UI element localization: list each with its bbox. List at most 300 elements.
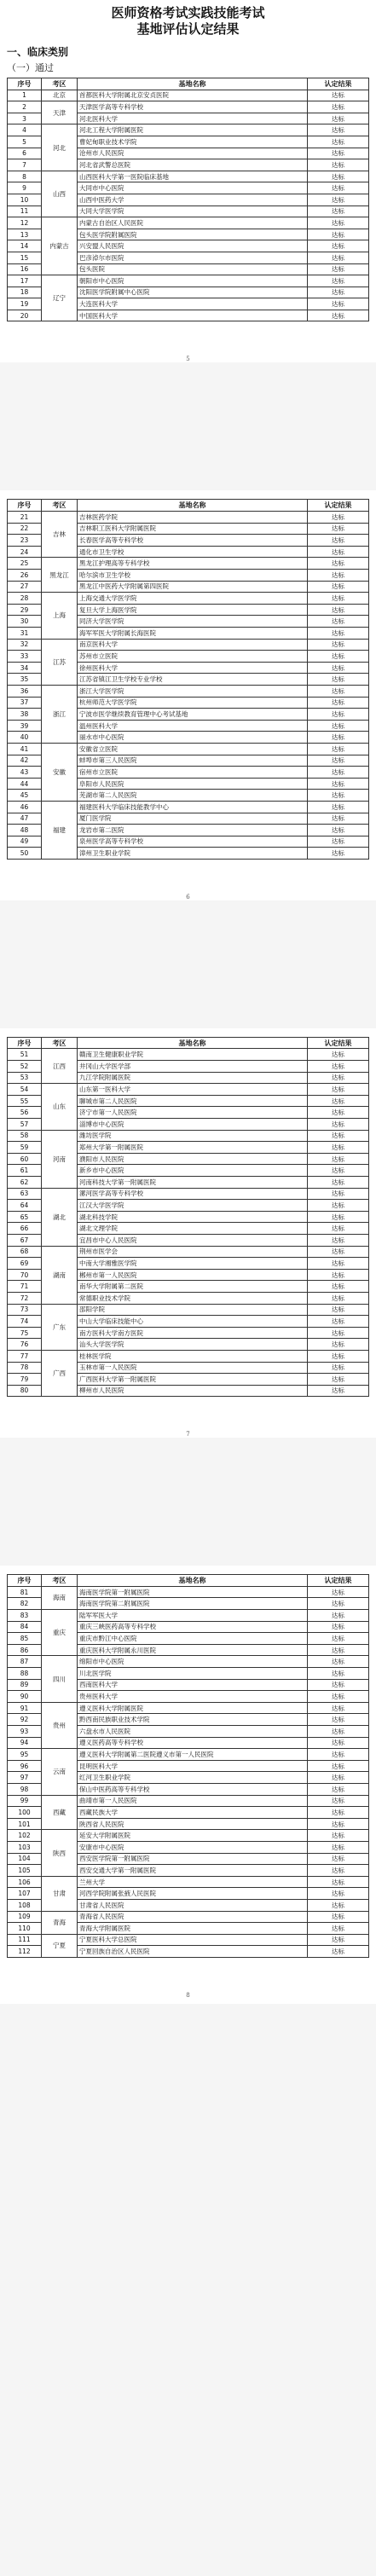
table-row: [8, 275, 369, 287]
header-seq: 序号: [8, 78, 42, 90]
result-cell: 达标: [308, 113, 369, 124]
base-name: 常德职业技术学院: [78, 1292, 308, 1304]
row-number: 63: [8, 1188, 42, 1200]
row-number: 90: [8, 1691, 42, 1703]
row-number: 104: [8, 1853, 42, 1865]
row-number: 35: [8, 674, 42, 686]
row-number: 99: [8, 1795, 42, 1807]
base-name: 黑龙江护理高等专科学校: [78, 558, 308, 570]
base-name: 九江学院附属医院: [78, 1072, 308, 1084]
province-cell: 甘肃: [42, 1876, 78, 1911]
result-cell: 达标: [308, 825, 369, 836]
base-name: 宿州市立医院: [78, 767, 308, 779]
table-row: [8, 1130, 369, 1142]
row-number: 42: [8, 755, 42, 767]
base-name: 长春医学高等专科学校: [78, 535, 308, 547]
province-cell: 安徽: [42, 743, 78, 801]
result-cell: 达标: [308, 674, 369, 686]
row-number: 74: [8, 1316, 42, 1328]
row-number: 76: [8, 1339, 42, 1351]
result-cell: 达标: [308, 732, 369, 744]
base-name: 大同市中心医院: [78, 182, 308, 194]
result-cell: 达标: [308, 1246, 369, 1258]
row-number: 50: [8, 848, 42, 860]
result-cell: 达标: [308, 159, 369, 171]
header-prov: 考区: [42, 1575, 78, 1587]
row-number: 26: [8, 570, 42, 582]
row-number: 49: [8, 836, 42, 848]
result-cell: 达标: [308, 767, 369, 779]
row-number: 75: [8, 1327, 42, 1339]
base-name: 赣南卫生健康职业学院: [78, 1049, 308, 1061]
base-name: 山东第一医科大学: [78, 1084, 308, 1096]
result-cell: 达标: [308, 662, 369, 674]
province-cell: 黑龙江: [42, 558, 78, 593]
row-number: 39: [8, 720, 42, 732]
row-number: 101: [8, 1818, 42, 1830]
row-number: 20: [8, 310, 42, 321]
result-cell: 达标: [308, 252, 369, 263]
title-line-1: 医师资格考试实践技能考试: [111, 5, 265, 20]
row-number: 21: [8, 512, 42, 524]
table-row: [8, 1702, 369, 1714]
province-cell: 陕西: [42, 1830, 78, 1876]
table-row: [8, 1246, 369, 1258]
row-number: 33: [8, 651, 42, 663]
page-gap: [0, 362, 376, 490]
row-number: 2: [8, 101, 42, 113]
base-name: 曲靖市第一人民医院: [78, 1795, 308, 1807]
header-prov: 考区: [42, 1037, 78, 1049]
base-name: 宁波市医学继续教育管理中心考试基地: [78, 709, 308, 721]
base-name: 首都医科大学附属北京安贞医院: [78, 90, 308, 101]
row-number: 27: [8, 581, 42, 593]
base-name: 重庆三峡医药高等专科学校: [78, 1621, 308, 1633]
result-cell: 达标: [308, 1726, 369, 1738]
result-cell: 达标: [308, 1911, 369, 1923]
result-cell: 达标: [308, 1714, 369, 1726]
base-name: 曹妃甸职业技术学院: [78, 136, 308, 148]
result-cell: 达标: [308, 101, 369, 113]
result-cell: 达标: [308, 570, 369, 582]
header-res: 认定结果: [308, 500, 369, 512]
base-name: 重庆市黔江中心医院: [78, 1633, 308, 1645]
base-name: 河北省武警总医院: [78, 159, 308, 171]
base-name: 遵义医药高等专科学校: [78, 1737, 308, 1749]
row-number: 56: [8, 1107, 42, 1119]
result-cell: 达标: [308, 1865, 369, 1877]
row-number: 19: [8, 298, 42, 310]
base-name: 西南医科大学: [78, 1679, 308, 1691]
result-cell: 达标: [308, 136, 369, 148]
province-cell: 内蒙古: [42, 217, 78, 275]
result-cell: 达标: [308, 1211, 369, 1223]
result-cell: 达标: [308, 1177, 369, 1189]
province-cell: 四川: [42, 1656, 78, 1702]
row-number: 8: [8, 171, 42, 182]
result-cell: 达标: [308, 1281, 369, 1293]
row-number: 16: [8, 263, 42, 275]
result-cell: 达标: [308, 1621, 369, 1633]
row-number: 106: [8, 1876, 42, 1888]
result-cell: 达标: [308, 124, 369, 136]
row-number: 88: [8, 1668, 42, 1680]
result-cell: 达标: [308, 628, 369, 640]
result-cell: 达标: [308, 148, 369, 159]
base-name: 内蒙古自治区人民医院: [78, 217, 308, 229]
base-name: 河南科技大学第一附属医院: [78, 1177, 308, 1189]
result-cell: 达标: [308, 1339, 369, 1351]
base-name: 柳州市人民医院: [78, 1385, 308, 1397]
base-name: 上海交通大学医学院: [78, 593, 308, 605]
row-number: 41: [8, 743, 42, 755]
result-cell: 达标: [308, 813, 369, 825]
row-number: 108: [8, 1899, 42, 1911]
result-cell: 达标: [308, 1188, 369, 1200]
row-number: 92: [8, 1714, 42, 1726]
table-row: [8, 1876, 369, 1888]
row-number: 94: [8, 1737, 42, 1749]
document-title: [0, 0, 376, 38]
result-cell: 达标: [308, 1853, 369, 1865]
result-cell: 达标: [308, 275, 369, 287]
row-number: 100: [8, 1807, 42, 1819]
result-cell: 达标: [308, 1888, 369, 1900]
result-cell: 达标: [308, 848, 369, 860]
result-cell: 达标: [308, 1304, 369, 1316]
base-name: 西安医学院第一附属医院: [78, 1853, 308, 1865]
result-cell: 达标: [308, 1130, 369, 1142]
row-number: 52: [8, 1061, 42, 1073]
row-number: 22: [8, 523, 42, 535]
base-name: 同济大学医学院: [78, 616, 308, 628]
row-number: 81: [8, 1586, 42, 1598]
province-cell: 江苏: [42, 639, 78, 685]
subsection-heading: （一）通过: [7, 62, 54, 73]
base-name: 青海省人民医院: [78, 1911, 308, 1923]
row-number: 23: [8, 535, 42, 547]
base-name: 巴彦淖尔市医院: [78, 252, 308, 263]
province-cell: 浙江: [42, 685, 78, 743]
result-cell: 达标: [308, 1142, 369, 1154]
province-cell: 广东: [42, 1304, 78, 1350]
base-name: 兴安盟人民医院: [78, 240, 308, 252]
row-number: 61: [8, 1165, 42, 1177]
province-cell: 重庆: [42, 1610, 78, 1656]
title-line-2: 基地评估认定结果: [136, 21, 240, 37]
result-cell: 达标: [308, 1610, 369, 1622]
result-cell: 达标: [308, 1598, 369, 1610]
base-name: 蚌埠市第三人民医院: [78, 755, 308, 767]
base-name: 包头医院: [78, 263, 308, 275]
base-name: 丽水市中心医院: [78, 732, 308, 744]
base-name: 芜湖市第二人民医院: [78, 790, 308, 802]
row-number: 18: [8, 287, 42, 298]
row-number: 112: [8, 1946, 42, 1958]
base-name: 西安交通大学第一附属医院: [78, 1865, 308, 1877]
result-cell: 达标: [308, 1234, 369, 1246]
page-number: 8: [186, 1991, 190, 1999]
base-name: 川北医学院: [78, 1668, 308, 1680]
result-cell: 达标: [308, 523, 369, 535]
base-name: 新乡市中心医院: [78, 1165, 308, 1177]
province-cell: 北京: [42, 90, 78, 101]
result-cell: 达标: [308, 558, 369, 570]
results-table: [7, 1037, 369, 1397]
base-name: 江苏省镇江卫生学校专业学校: [78, 674, 308, 686]
base-name: 厦门医学院: [78, 813, 308, 825]
base-name: 黔西南民族职业技术学院: [78, 1714, 308, 1726]
result-cell: 达标: [308, 1327, 369, 1339]
base-name: 昆明医科大学: [78, 1760, 308, 1772]
table-row: [8, 1934, 369, 1946]
result-cell: 达标: [308, 1292, 369, 1304]
row-number: 30: [8, 616, 42, 628]
result-cell: 达标: [308, 1772, 369, 1784]
row-number: 40: [8, 732, 42, 744]
result-cell: 达标: [308, 171, 369, 182]
base-name: 通化市卫生学校: [78, 546, 308, 558]
base-name: 苏州市立医院: [78, 651, 308, 663]
base-name: 汕头大学医学院: [78, 1339, 308, 1351]
page-number: 5: [186, 356, 190, 363]
result-cell: 达标: [308, 1119, 369, 1131]
header-prov: 考区: [42, 500, 78, 512]
result-cell: 达标: [308, 1807, 369, 1819]
result-cell: 达标: [308, 755, 369, 767]
table-row: [8, 593, 369, 605]
row-number: 98: [8, 1783, 42, 1795]
row-number: 91: [8, 1702, 42, 1714]
row-number: 107: [8, 1888, 42, 1900]
result-cell: 达标: [308, 1841, 369, 1853]
table-header-row: [8, 500, 369, 512]
result-cell: 达标: [308, 743, 369, 755]
base-name: 徐州医科大学: [78, 662, 308, 674]
result-cell: 达标: [308, 604, 369, 616]
base-name: 重庆医科大学附属永川医院: [78, 1644, 308, 1656]
row-number: 36: [8, 685, 42, 697]
result-cell: 达标: [308, 1350, 369, 1362]
row-number: 4: [8, 124, 42, 136]
result-cell: 达标: [308, 1737, 369, 1749]
page-gap: [0, 900, 376, 1028]
province-cell: 广西: [42, 1350, 78, 1396]
province-cell: 青海: [42, 1911, 78, 1934]
province-cell: 吉林: [42, 512, 78, 558]
row-number: 73: [8, 1304, 42, 1316]
base-name: 江汉大学医学院: [78, 1200, 308, 1212]
base-name: 延安大学附属医院: [78, 1830, 308, 1842]
base-name: 泉州医学高等专科学校: [78, 836, 308, 848]
base-name: 郴州市第一人民医院: [78, 1269, 308, 1281]
province-cell: 西藏: [42, 1795, 78, 1830]
province-cell: 海南: [42, 1586, 78, 1609]
table-row: [8, 685, 369, 697]
base-name: 河北工程大学附属医院: [78, 124, 308, 136]
base-name: 大同大学医学院: [78, 206, 308, 217]
base-name: 温州医科大学: [78, 720, 308, 732]
result-cell: 达标: [308, 546, 369, 558]
header-seq: 序号: [8, 1575, 42, 1587]
row-number: 86: [8, 1644, 42, 1656]
province-cell: 湖南: [42, 1246, 78, 1304]
row-number: 82: [8, 1598, 42, 1610]
result-cell: 达标: [308, 1223, 369, 1235]
table-header-row: [8, 1575, 369, 1587]
result-cell: 达标: [308, 801, 369, 813]
result-cell: 达标: [308, 1258, 369, 1270]
row-number: 24: [8, 546, 42, 558]
base-name: 陕西省人民医院: [78, 1818, 308, 1830]
base-name: 兰州大学: [78, 1876, 308, 1888]
base-name: 井冈山大学医学部: [78, 1061, 308, 1073]
result-cell: 达标: [308, 206, 369, 217]
row-number: 78: [8, 1362, 42, 1374]
result-cell: 达标: [308, 1934, 369, 1946]
base-name: 桂林医学院: [78, 1350, 308, 1362]
result-cell: 达标: [308, 1633, 369, 1645]
base-name: 保山中医药高等专科学校: [78, 1783, 308, 1795]
table-row: [8, 1610, 369, 1622]
row-number: 31: [8, 628, 42, 640]
base-name: 贵州医科大学: [78, 1691, 308, 1703]
base-name: 郑州大学第一附属医院: [78, 1142, 308, 1154]
result-cell: 达标: [308, 720, 369, 732]
table-header-row: [8, 1037, 369, 1049]
result-cell: 达标: [308, 1749, 369, 1761]
row-number: 110: [8, 1923, 42, 1935]
base-name: 安徽省立医院: [78, 743, 308, 755]
result-cell: 达标: [308, 1691, 369, 1703]
base-name: 阜阳市人民医院: [78, 778, 308, 790]
base-name: 山西中医药大学: [78, 194, 308, 206]
row-number: 103: [8, 1841, 42, 1853]
row-number: 25: [8, 558, 42, 570]
row-number: 34: [8, 662, 42, 674]
row-number: 13: [8, 229, 42, 240]
result-cell: 达标: [308, 1760, 369, 1772]
page-number: 6: [186, 893, 190, 900]
base-name: 济宁市第一人民医院: [78, 1107, 308, 1119]
base-name: 漳州卫生职业学院: [78, 848, 308, 860]
row-number: 87: [8, 1656, 42, 1668]
page-gap: [0, 1438, 376, 1566]
row-number: 15: [8, 252, 42, 263]
result-cell: 达标: [308, 1316, 369, 1328]
row-number: 47: [8, 813, 42, 825]
province-cell: 江西: [42, 1049, 78, 1084]
base-name: 广西医科大学第一附属医院: [78, 1374, 308, 1386]
row-number: 72: [8, 1292, 42, 1304]
result-cell: 达标: [308, 1668, 369, 1680]
province-cell: 河北: [42, 124, 78, 171]
result-cell: 达标: [308, 182, 369, 194]
table-row: [8, 1350, 369, 1362]
base-name: 六盘水市人民医院: [78, 1726, 308, 1738]
province-cell: 山西: [42, 171, 78, 217]
province-cell: 山东: [42, 1084, 78, 1130]
table-row: [8, 1830, 369, 1842]
base-name: 南方医科大学南方医院: [78, 1327, 308, 1339]
header-prov: 考区: [42, 78, 78, 90]
table-row: [8, 639, 369, 651]
province-cell: 贵州: [42, 1702, 78, 1748]
table-row: [8, 90, 369, 101]
base-name: 宁夏医科大学总医院: [78, 1934, 308, 1946]
base-name: 沈阳医学院附属中心医院: [78, 287, 308, 298]
row-number: 84: [8, 1621, 42, 1633]
result-cell: 达标: [308, 1818, 369, 1830]
table-row: [8, 801, 369, 813]
row-number: 109: [8, 1911, 42, 1923]
base-name: 杭州师范大学医学院: [78, 697, 308, 709]
base-name: 安康市中心医院: [78, 1841, 308, 1853]
result-cell: 达标: [308, 1095, 369, 1107]
result-cell: 达标: [308, 1165, 369, 1177]
row-number: 102: [8, 1830, 42, 1842]
base-name: 西藏民族大学: [78, 1807, 308, 1819]
base-name: 福建医科大学临床技能教学中心: [78, 801, 308, 813]
result-cell: 达标: [308, 1946, 369, 1958]
result-cell: 达标: [308, 240, 369, 252]
row-number: 44: [8, 778, 42, 790]
result-cell: 达标: [308, 651, 369, 663]
result-cell: 达标: [308, 1107, 369, 1119]
row-number: 3: [8, 113, 42, 124]
result-cell: 达标: [308, 790, 369, 802]
table-row: [8, 1656, 369, 1668]
row-number: 97: [8, 1772, 42, 1784]
row-number: 45: [8, 790, 42, 802]
base-name: 黑龙江中医药大学附属第四医院: [78, 581, 308, 593]
table-row: [8, 1586, 369, 1598]
row-number: 66: [8, 1223, 42, 1235]
result-cell: 达标: [308, 1679, 369, 1691]
province-cell: 上海: [42, 593, 78, 639]
province-cell: 天津: [42, 101, 78, 124]
result-cell: 达标: [308, 535, 369, 547]
table-row: [8, 1188, 369, 1200]
row-number: 6: [8, 148, 42, 159]
header-res: 认定结果: [308, 1037, 369, 1049]
base-name: 濮阳市人民医院: [78, 1153, 308, 1165]
result-cell: 达标: [308, 310, 369, 321]
result-cell: 达标: [308, 639, 369, 651]
row-number: 54: [8, 1084, 42, 1096]
row-number: 43: [8, 767, 42, 779]
base-name: 宜昌市中心人民医院: [78, 1234, 308, 1246]
base-name: 大连医科大学: [78, 298, 308, 310]
row-number: 93: [8, 1726, 42, 1738]
row-number: 59: [8, 1142, 42, 1154]
result-cell: 达标: [308, 697, 369, 709]
province-cell: 辽宁: [42, 275, 78, 321]
row-number: 10: [8, 194, 42, 206]
header-name: 基地名称: [78, 500, 308, 512]
row-number: 95: [8, 1749, 42, 1761]
row-number: 64: [8, 1200, 42, 1212]
results-table: [7, 499, 369, 859]
row-number: 5: [8, 136, 42, 148]
base-name: 湖北文理学院: [78, 1223, 308, 1235]
row-number: 85: [8, 1633, 42, 1645]
base-name: 中山大学临床技能中心: [78, 1316, 308, 1328]
row-number: 80: [8, 1385, 42, 1397]
base-name: 中南大学湘雅医学院: [78, 1258, 308, 1270]
result-cell: 达标: [308, 298, 369, 310]
result-cell: 达标: [308, 1876, 369, 1888]
